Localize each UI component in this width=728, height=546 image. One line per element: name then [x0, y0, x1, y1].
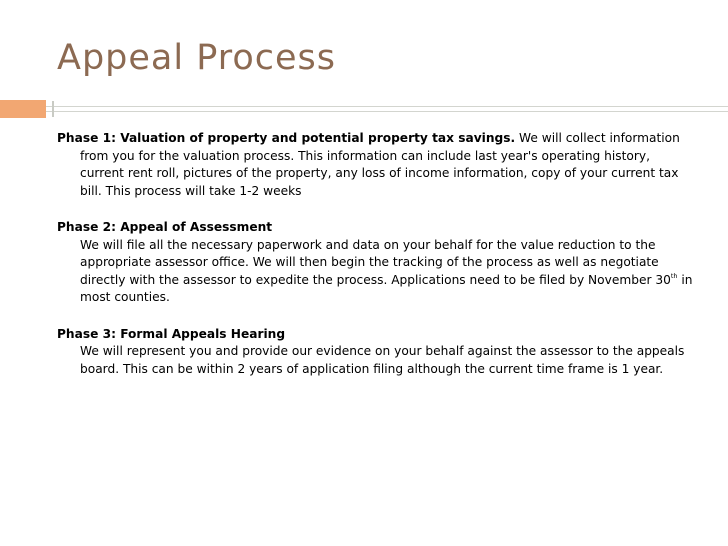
slide-title: Appeal Process	[57, 38, 336, 78]
phase-1-paragraph	[57, 130, 697, 200]
phase-3-body: We will represent you and provide our evidence on your behalf against the assessor to the appeals board. This can be within 2 years of application filing although the current time frame is 1 year.	[80, 344, 685, 376]
slide-content	[57, 130, 697, 378]
phase-2-body-end: in most counties.	[80, 272, 693, 304]
phase-2-heading: Phase 2: Appeal of Assessment	[57, 220, 273, 234]
phase-2-body	[57, 237, 697, 307]
phase-2-superscript: th	[670, 271, 678, 280]
spacer	[57, 200, 697, 219]
title-divider	[0, 100, 728, 118]
spacer	[57, 307, 697, 326]
phase-3-section	[57, 326, 697, 379]
phase-1-body: We will collect information from you for the valuation process. This information can include last year's operating history, current rent roll, pictures of the property, any loss of income information, copy of your current tax bill. This process will take 1-2 weeks	[80, 131, 680, 198]
phase-3-heading: Phase 3: Formal Appeals Hearing	[57, 326, 286, 341]
phase-1-heading: Phase 1: Valuation of property and potential property tax savings.	[57, 131, 516, 145]
phase-2-body-text: We will file all the necessary paperwork and data on your behalf for the value reduction to the appropriate assessor office. We will then begin the tracking of the process as well as negotiate directly with the assessor to expedite the process. Applications need to be filed by November 30	[80, 237, 671, 287]
divider-accent-block	[0, 100, 46, 118]
divider-line	[46, 106, 728, 112]
phase-2-section	[57, 219, 697, 307]
